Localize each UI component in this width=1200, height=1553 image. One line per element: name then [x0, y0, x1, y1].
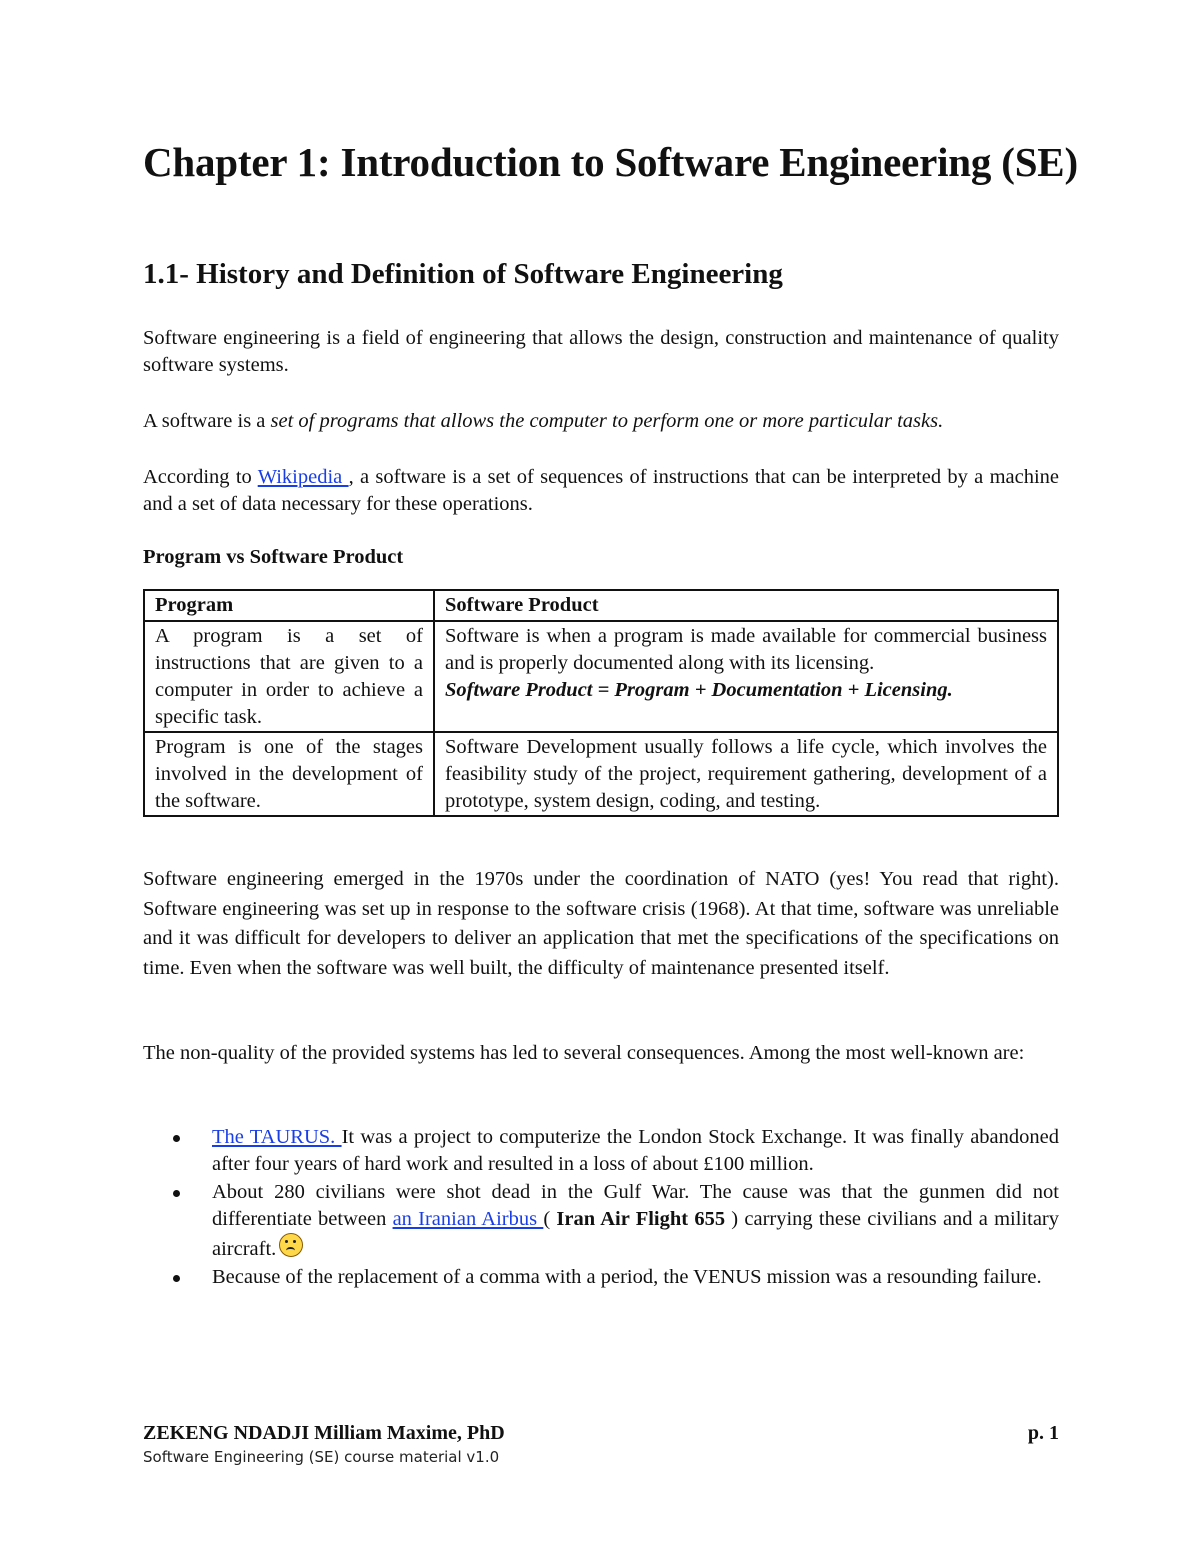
table-header-product: Software Product [434, 590, 1058, 621]
table-cell-program: Program is one of the stages involved in the development of the software. [144, 732, 434, 816]
gulf-war-prefix: About 280 civilians were shot dead in the Gulf War. The cause was that the gunmen did not differentiate between [212, 1181, 1059, 1230]
table-header-row [144, 590, 1058, 621]
bullet-icon [173, 1275, 180, 1282]
bullet-icon [173, 1190, 180, 1197]
wikipedia-suffix: , a software is a set of sequences of instructions that can be interpreted by a machine and a set of data necessary for these operations. [143, 466, 1060, 515]
software-definition-paragraph [143, 408, 1059, 435]
product-formula: Software Product = Program + Documentation + Licensing. [445, 679, 953, 701]
gulf-war-suffix: ) carrying these civilians and a military aircraft. [212, 1208, 1060, 1260]
bullet-icon [173, 1135, 180, 1142]
product-description: Software is when a program is made available for commercial business and is properly documented along with its licensing. [445, 625, 1047, 674]
software-def-italic: set of programs that allows the computer to perform one or more particular tasks. [270, 410, 944, 432]
taurus-link[interactable]: The TAURUS. [212, 1126, 342, 1148]
taurus-text: It was a project to computerize the London Stock Exchange. It was finally abandoned after four years of hard work and resulted in a loss of about £100 million. [212, 1126, 1060, 1175]
table-row [144, 621, 1058, 732]
table-header-program: Program [144, 590, 434, 621]
list-item [143, 1179, 1059, 1263]
consequences-paragraph: The non-quality of the provided systems has led to several consequences. Among the most well-known are: [143, 1042, 1025, 1064]
section-title: 1.1- History and Definition of Software Engineering [143, 258, 783, 290]
flight-name: Iran Air Flight 655 [556, 1208, 726, 1230]
software-def-prefix: A software is a [143, 410, 271, 432]
wikipedia-link[interactable]: Wikipedia [257, 466, 349, 488]
table-cell-product [434, 621, 1058, 732]
sad-face-icon [279, 1233, 303, 1257]
comparison-heading: Program vs Software Product [143, 546, 404, 568]
consequences-list [143, 1124, 1059, 1292]
iranian-airbus-link[interactable]: an Iranian Airbus [392, 1208, 544, 1230]
list-item [143, 1124, 1059, 1178]
footer-author: ZEKENG NDADJI Milliam Maxime, PhD [143, 1422, 505, 1444]
wikipedia-paragraph [143, 464, 1059, 518]
paren-open: ( [543, 1208, 557, 1230]
wikipedia-prefix: According to [143, 466, 258, 488]
page-number: p. 1 [1027, 1422, 1059, 1444]
intro-paragraph: Software engineering is a field of engineering that allows the design, construction and maintenance of quality software systems. [143, 327, 1059, 376]
page-footer [143, 1422, 1059, 1466]
table-cell-product: Software Development usually follows a life cycle, which involves the feasibility study of the project, requirement gathering, development of a prototype, system design, coding, and testing. [434, 732, 1058, 816]
history-paragraph: Software engineering emerged in the 1970s under the coordination of NATO (yes! You read that right). Software engineering was set up in response to the software crisis (1968). At that time, software was unreliable and it was difficult for developers to deliver an application that met the specifications of the specifications on time. Even when the software was well built, the difficulty of maintenance presented itself. [143, 868, 1059, 979]
table-row [144, 732, 1058, 816]
list-item [143, 1264, 1059, 1291]
footer-course: Software Engineering (SE) course material v1.0 [143, 1448, 500, 1466]
program-vs-product-table [143, 589, 1059, 817]
table-cell-program: A program is a set of instructions that are given to a computer in order to achieve a specific task. [144, 621, 434, 732]
venus-text: Because of the replacement of a comma with a period, the VENUS mission was a resounding failure. [212, 1266, 1042, 1288]
chapter-title: Chapter 1: Introduction to Software Engineering (SE) [143, 139, 1078, 185]
